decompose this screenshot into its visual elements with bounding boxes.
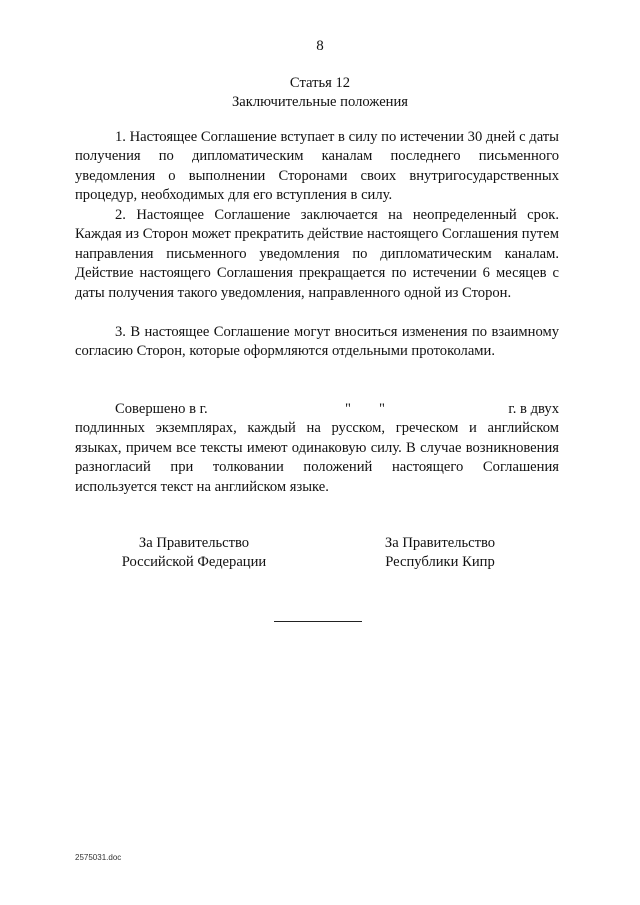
closing-first-line xyxy=(75,400,559,419)
paragraph-text: 3. В настоящее Соглашение могут вноситься изменения по взаимному согласию Сторон, которые оформляются отдельными протоколами. xyxy=(75,324,559,360)
year-suffix-text: г. в двух xyxy=(508,401,559,417)
signature-label: За Правительство xyxy=(384,535,496,551)
end-divider xyxy=(274,621,362,622)
quote-open: " xyxy=(345,401,351,417)
paragraph-text: 2. Настоящее Соглашение заключается на неопределенный срок. Каждая из Сторон может прекратить действие настоящего Соглашения путем направления письменного уведомления по дипломатическим каналам. Действие настоящего Соглашения прекращается по истечении 6 месяцев с даты получения такого уведомления, направленного одной из Сторон. xyxy=(75,207,559,301)
signature-cyprus xyxy=(320,534,560,572)
paragraph-1 xyxy=(75,128,559,206)
closing-text: подлинных экземплярах, каждый на русском, греческом и английском языках, причем все тексты имеют одинаковую силу. В случае возникновения разногласий при толковании положений настоящего Соглашения используется текст на английском языке. xyxy=(75,420,559,495)
paragraph-2 xyxy=(75,206,559,303)
article-heading xyxy=(0,74,640,112)
article-title: Заключительные положения xyxy=(231,94,409,110)
closing-paragraph xyxy=(75,400,559,497)
paragraph-3 xyxy=(75,323,559,362)
signature-russia xyxy=(74,534,314,572)
signature-party: Российской Федерации xyxy=(121,554,267,570)
done-at-text: Совершено в г. xyxy=(115,401,208,417)
signature-label: За Правительство xyxy=(138,535,250,551)
signature-party: Республики Кипр xyxy=(385,554,495,570)
paragraph-text: 1. Настоящее Соглашение вступает в силу по истечении 30 дней с даты получения по дипломатическим каналам последнего письменного уведомления о выполнении Сторонами своих внутригосударственных процедур, необходимых для его вступления в силу. xyxy=(75,129,559,204)
page-number: 8 xyxy=(316,38,324,54)
quote-close: " xyxy=(379,401,385,417)
article-number: Статья 12 xyxy=(289,75,351,91)
footer-filename: 2575031.doc xyxy=(75,853,122,862)
